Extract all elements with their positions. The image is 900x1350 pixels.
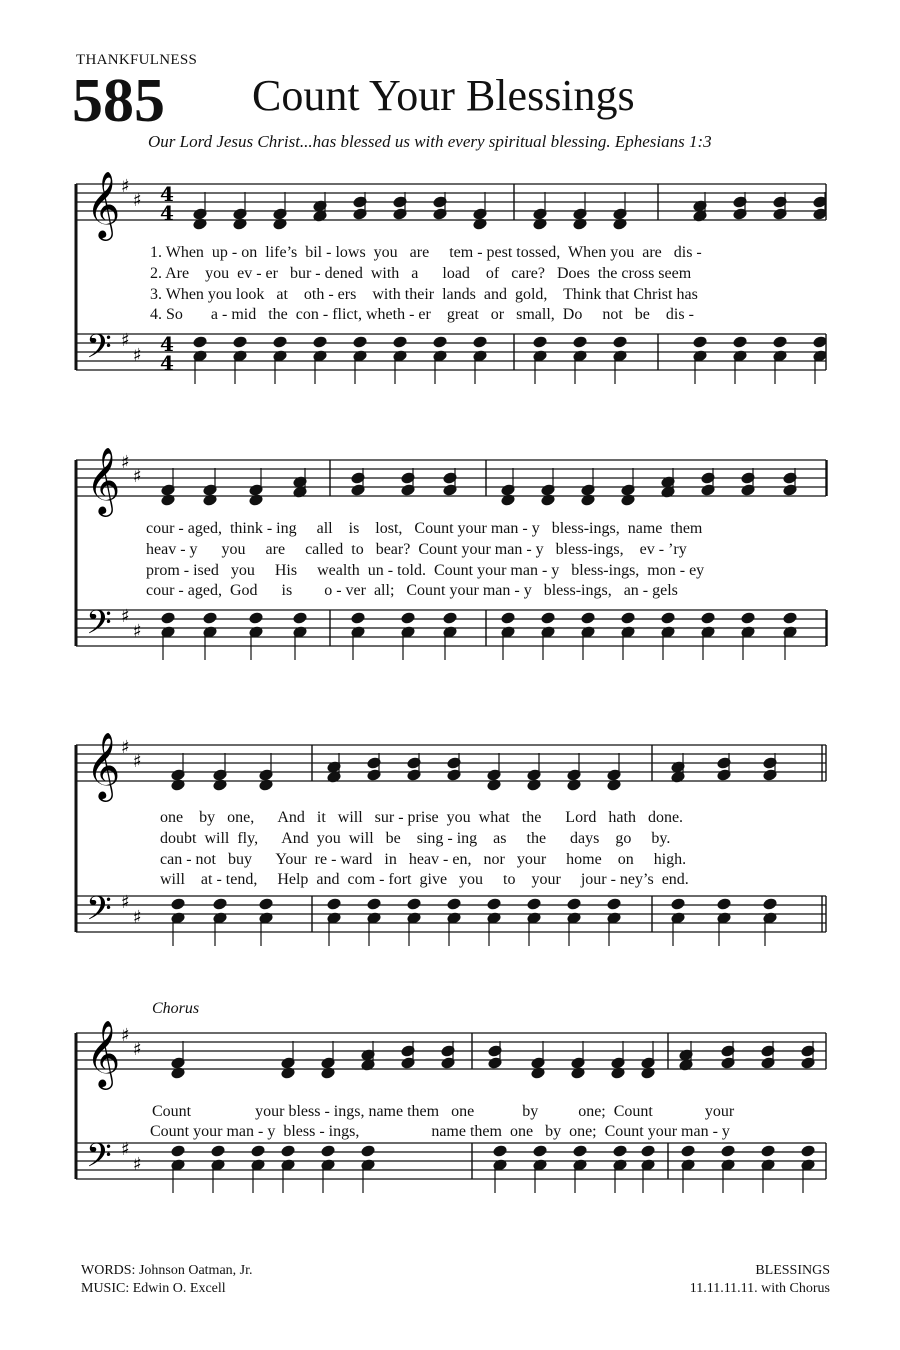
hymn-title: Count Your Blessings (252, 71, 635, 120)
bass-notehead (773, 336, 787, 348)
bass-notehead (273, 336, 287, 348)
bass-notehead (327, 898, 341, 910)
bass-notehead (401, 612, 415, 624)
bass-notehead (367, 898, 381, 910)
sharp-icon: ♯ (133, 1154, 142, 1175)
bass-notehead (801, 1145, 815, 1157)
time-signature-top: 4 (160, 182, 174, 206)
bass-notehead (213, 898, 227, 910)
bass-notehead (393, 336, 407, 348)
bass-notehead (813, 336, 827, 348)
bass-notehead (541, 612, 555, 624)
chorus-label: Chorus (152, 1000, 200, 1017)
sharp-icon: ♯ (133, 621, 142, 642)
lyric-line: heav - y you are called to bear? Count your man - y bless-ings, ev - ’ry (146, 541, 687, 558)
bass-notehead (661, 612, 675, 624)
lyric-line: cour - aged, God is o - ver all; Count your man - y bless-ings, an - gels (146, 582, 678, 599)
sharp-icon: ♯ (133, 1039, 142, 1060)
treble-clef-icon: 𝄞 (86, 1019, 121, 1087)
bass-notehead (671, 898, 685, 910)
bass-notehead (621, 612, 635, 624)
sharp-icon: ♯ (121, 1025, 130, 1046)
sharp-icon: ♯ (121, 606, 130, 627)
sharp-icon: ♯ (133, 345, 142, 366)
bass-notehead (281, 1145, 295, 1157)
lyric-line: Count your bless - ings, name them one by one; Count your (152, 1103, 735, 1120)
hymn-number: 585 (72, 67, 165, 135)
bass-notehead (293, 612, 307, 624)
sharp-icon: ♯ (121, 892, 130, 913)
bass-notehead (581, 612, 595, 624)
time-signature-bottom: 4 (160, 351, 174, 375)
bass-notehead (447, 898, 461, 910)
treble-clef-icon: 𝄞 (86, 446, 121, 514)
sharp-icon: ♯ (121, 176, 130, 197)
bass-notehead (443, 612, 457, 624)
sharp-icon: ♯ (121, 452, 130, 473)
sharp-icon: ♯ (133, 751, 142, 772)
bass-notehead (361, 1145, 375, 1157)
bass-notehead (641, 1145, 655, 1157)
bass-notehead (473, 336, 487, 348)
bass-notehead (733, 336, 747, 348)
lyric-line: Count your man - y bless - ings, name them one by one; Count your man - y (150, 1123, 730, 1140)
bass-notehead (721, 1145, 735, 1157)
footer-tune-name: BLESSINGS (755, 1263, 830, 1278)
bass-notehead (607, 898, 621, 910)
bass-notehead (259, 898, 273, 910)
bass-notehead (693, 336, 707, 348)
bass-notehead (533, 336, 547, 348)
lyric-line: 1. When up - on life’s bil - lows you are tem - pest tossed, When you are dis - (150, 244, 702, 261)
lyric-line: 3. When you look at oth - ers with their lands and gold, Think that Christ has (150, 286, 698, 303)
bass-notehead (783, 612, 797, 624)
bass-notehead (407, 898, 421, 910)
bass-notehead (233, 336, 247, 348)
sharp-icon: ♯ (121, 1139, 130, 1160)
bass-clef-icon: 𝄢 (86, 890, 112, 936)
bass-notehead (321, 1145, 335, 1157)
bass-notehead (573, 1145, 587, 1157)
sharp-icon: ♯ (121, 330, 130, 351)
footer-music-credit: MUSIC: Edwin O. Excell (81, 1281, 226, 1296)
sharp-icon: ♯ (133, 190, 142, 211)
bass-clef-icon: 𝄢 (86, 1137, 112, 1183)
bass-notehead (251, 1145, 265, 1157)
lyric-line: prom - ised you His wealth un - told. Count your man - y bless-ings, mon - ey (146, 562, 705, 579)
time-signature-top: 4 (160, 332, 174, 356)
bass-notehead (171, 1145, 185, 1157)
treble-clef-icon: 𝄞 (86, 731, 121, 799)
lyric-line: doubt will fly, And you will be sing - ing as the days go by. (160, 830, 671, 847)
bass-notehead (487, 898, 501, 910)
lyric-line: 2. Are you ev - er bur - dened with a load of care? Does the cross seem (150, 265, 692, 282)
time-signature-bottom: 4 (160, 201, 174, 225)
lyric-line: can - not buy Your re - ward in heav - en, nor your home on high. (160, 851, 687, 868)
bass-notehead (613, 336, 627, 348)
bass-notehead (313, 336, 327, 348)
bass-notehead (193, 336, 207, 348)
bass-notehead (681, 1145, 695, 1157)
bass-notehead (717, 898, 731, 910)
bass-notehead (351, 612, 365, 624)
bass-notehead (741, 612, 755, 624)
bass-clef-icon: 𝄢 (86, 328, 112, 374)
sharp-icon: ♯ (121, 737, 130, 758)
bass-notehead (567, 898, 581, 910)
bass-notehead (493, 1145, 507, 1157)
bass-notehead (171, 898, 185, 910)
sharp-icon: ♯ (133, 907, 142, 928)
lyric-line: one by one, And it will sur - prise you what the Lord hath done. (160, 809, 684, 826)
bass-notehead (211, 1145, 225, 1157)
bass-notehead (573, 336, 587, 348)
bass-notehead (701, 612, 715, 624)
hymn-category: THANKFULNESS (76, 52, 198, 68)
footer-words-credit: WORDS: Johnson Oatman, Jr. (81, 1263, 253, 1278)
bass-notehead (353, 336, 367, 348)
bass-notehead (501, 612, 515, 624)
bass-notehead (527, 898, 541, 910)
treble-clef-icon: 𝄞 (86, 170, 121, 238)
bass-notehead (433, 336, 447, 348)
lyric-line: 4. So a - mid the con - flict, wheth - er great or small, Do not be dis - (150, 306, 694, 323)
bass-notehead (533, 1145, 547, 1157)
sharp-icon: ♯ (133, 466, 142, 487)
bass-notehead (249, 612, 263, 624)
bass-notehead (613, 1145, 627, 1157)
scripture-epigraph: Our Lord Jesus Christ...has blessed us with every spiritual blessing. Ephesians 1:3 (148, 132, 712, 151)
bass-notehead (161, 612, 175, 624)
bass-notehead (761, 1145, 775, 1157)
lyric-line: will at - tend, Help and com - fort give you to your jour - ney’s end. (160, 871, 689, 888)
lyric-line: cour - aged, think - ing all is lost, Count your man - y bless-ings, name them (146, 520, 703, 537)
footer-meter: 11.11.11.11. with Chorus (689, 1281, 830, 1296)
bass-clef-icon: 𝄢 (86, 604, 112, 650)
bass-notehead (203, 612, 217, 624)
bass-notehead (763, 898, 777, 910)
